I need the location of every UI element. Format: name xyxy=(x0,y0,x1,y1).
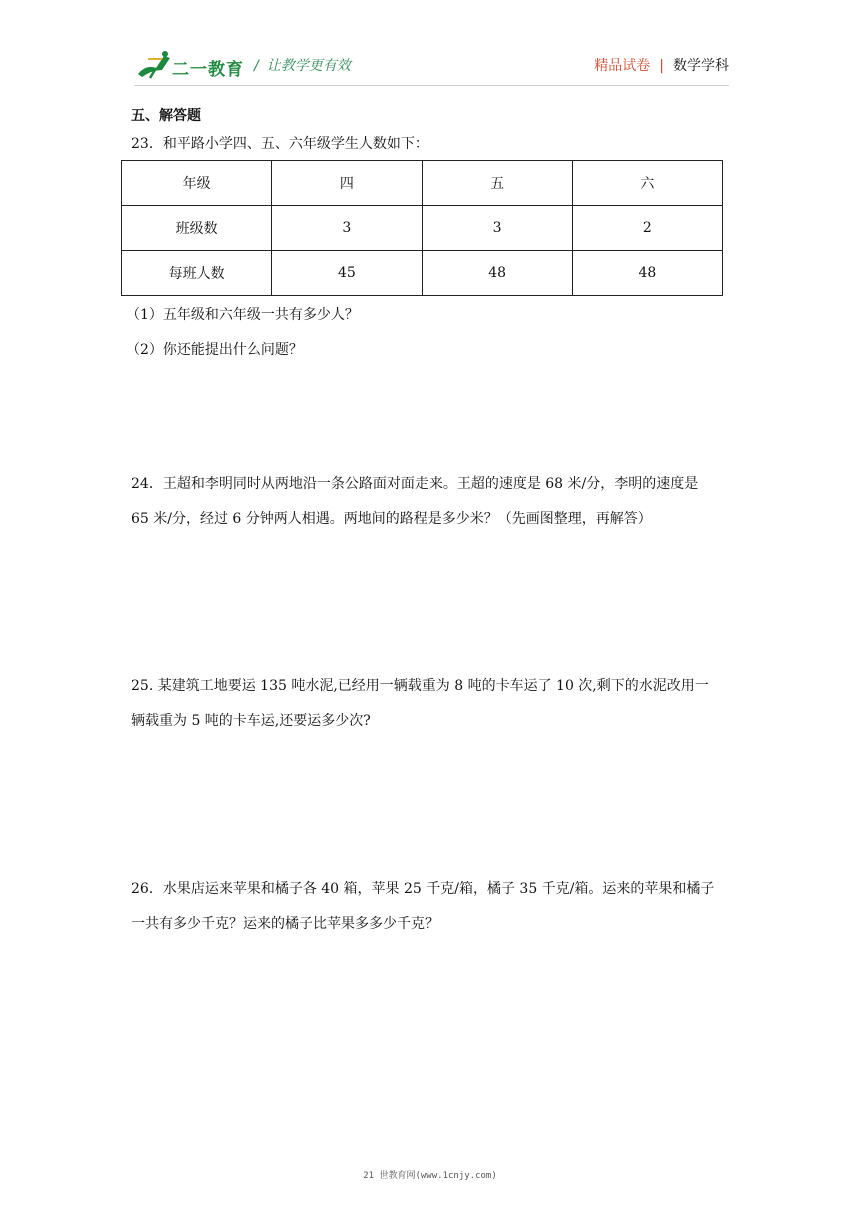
slogan-text: 让教学更有效 xyxy=(266,58,351,74)
table-cell: 48 xyxy=(422,251,572,296)
page-header xyxy=(134,50,729,82)
q26-line1: 26．水果店运来苹果和橘子各 40 箱，苹果 25 千克/箱，橘子 35 千克/箱。运来的苹果和橘子 xyxy=(131,881,715,897)
slogan: / 让教学更有效 xyxy=(254,58,351,74)
q23-sub2: （2）你还能提出什么问题？ xyxy=(126,342,303,358)
q25-line2: 辆载重为 5 吨的卡车运,还要运多少次? xyxy=(131,713,371,729)
table-cell: 3 xyxy=(422,206,572,251)
table-cell: 六 xyxy=(572,161,722,206)
tag-premium: 精品试卷 xyxy=(594,58,651,74)
table-cell: 五 xyxy=(422,161,572,206)
table-cell: 48 xyxy=(572,251,722,296)
q26-line2: 一共有多少千克？运来的橘子比苹果多多少千克？ xyxy=(131,916,439,932)
q24-line1: 24．王超和李明同时从两地沿一条公路面对面走来。王超的速度是 68 米/分，李明的速度是 xyxy=(131,476,699,492)
subject-tags: 精品试卷 | 数学学科 xyxy=(594,58,729,74)
table-row xyxy=(122,251,723,296)
table-cell: 45 xyxy=(272,251,422,296)
page-footer: 21 世教育网(www.1cnjy.com) xyxy=(363,1171,497,1181)
brand-name: 二一教育 xyxy=(172,60,244,80)
section-title: 五、解答题 xyxy=(131,108,201,124)
header-divider xyxy=(134,85,729,86)
table-cell: 四 xyxy=(272,161,422,206)
table-cell: 每班人数 xyxy=(122,251,272,296)
table-cell: 3 xyxy=(272,206,422,251)
q23-sub1: （1）五年级和六年级一共有多少人？ xyxy=(126,307,359,323)
grade-table xyxy=(121,160,723,296)
table-row xyxy=(122,206,723,251)
q24-line2: 65 米/分，经过 6 分钟两人相遇。两地间的路程是多少米？（先画图整理，再解答） xyxy=(131,511,652,527)
tag-subject: 数学学科 xyxy=(673,58,729,74)
table-row xyxy=(122,161,723,206)
q23-stem: 23．和平路小学四、五、六年级学生人数如下： xyxy=(131,136,429,152)
table-cell: 2 xyxy=(572,206,722,251)
table-cell: 班级数 xyxy=(122,206,272,251)
table-cell: 年级 xyxy=(122,161,272,206)
q25-line1: 25. 某建筑工地要运 135 吨水泥,已经用一辆载重为 8 吨的卡车运了 10 次,剩下的水泥改用一 xyxy=(131,678,709,694)
